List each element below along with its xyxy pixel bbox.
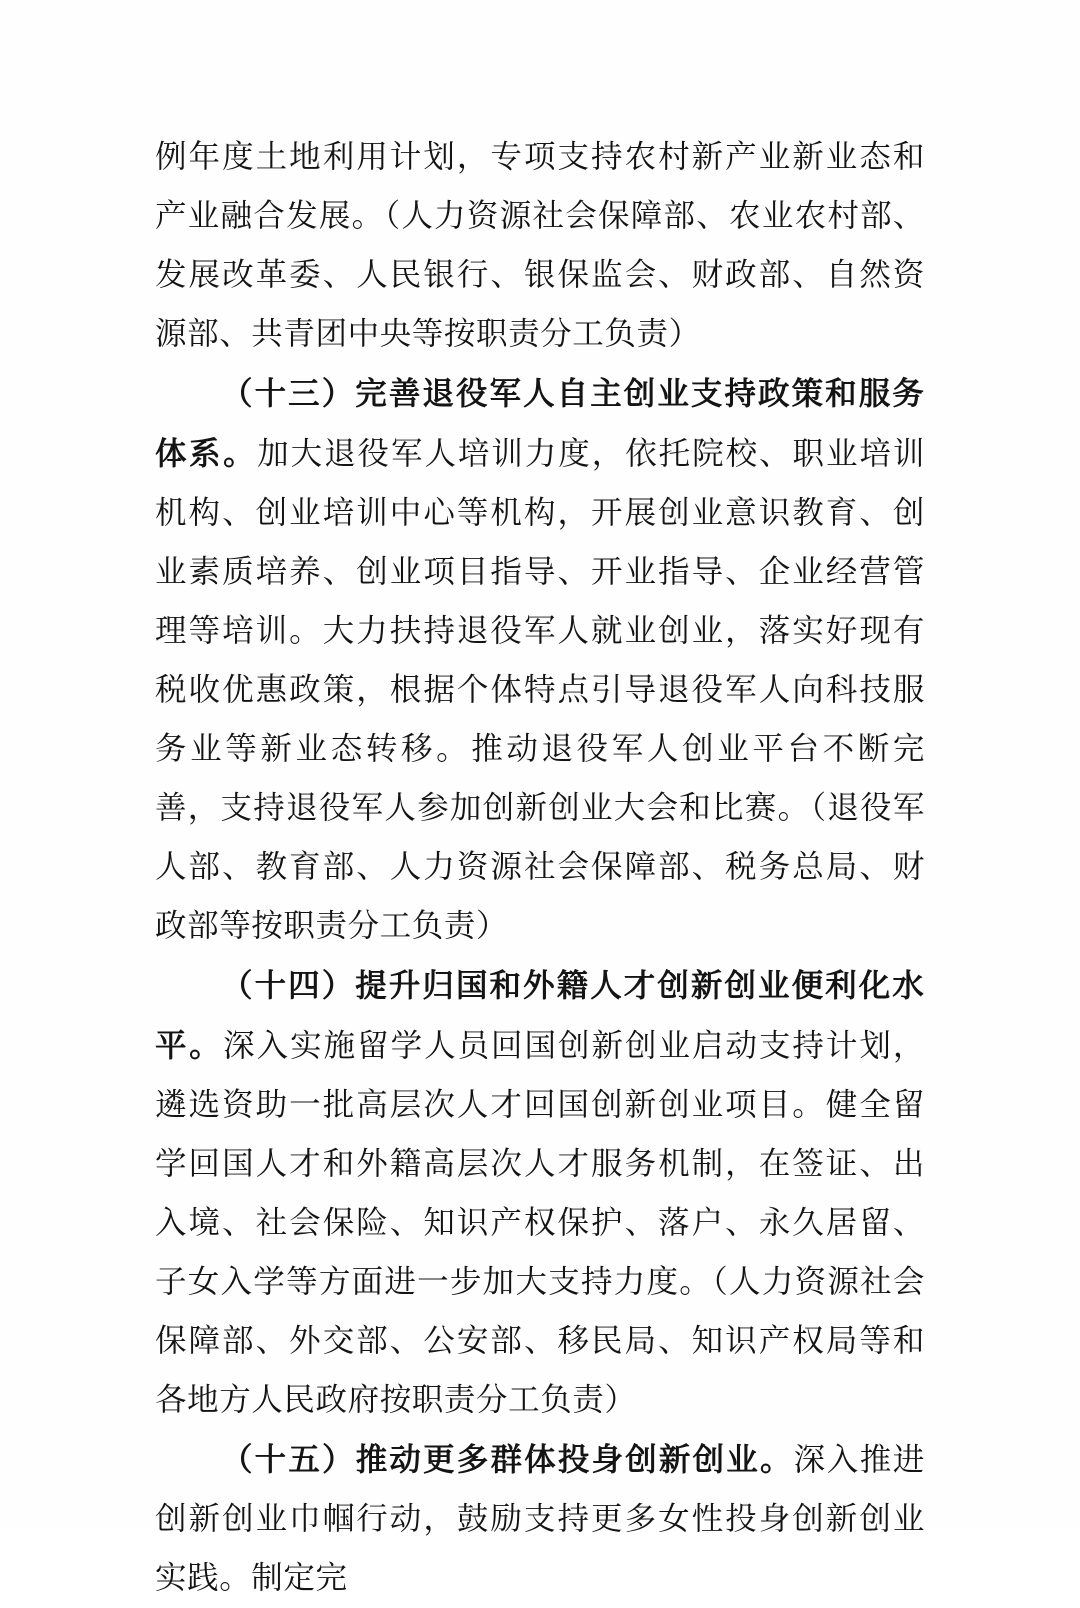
paragraph-item-15 [155, 1430, 925, 1608]
paragraph-item-14 [155, 956, 925, 1430]
paragraph-text-15: 深入推进创新创业巾帼行动，鼓励支持更多女性投身创新创业实践。制定完 [155, 1442, 925, 1596]
paragraph-text-13: 加大退役军人培训力度，依托院校、职业培训机构、创业培训中心等机构，开展创业意识教育、创业素质培养、创业项目指导、开业指导、企业经营管理等培训。大力扶持退役军人就业创业，落实好现有税收优惠政策，根据个体特点引导退役军人向科技服务业等新业态转移。推动退役军人创业平台不断完善，支持退役军人参加创新创业大会和比赛。（退役军人部、教育部、人力资源社会保障部、税务总局、财政部等按职责分工负责） [155, 436, 925, 944]
paragraph-heading-13: （十三）完善退役军人自主创业支持政策和服务体系。 [155, 375, 925, 472]
paragraph-text: 例年度土地利用计划，专项支持农村新产业新业态和产业融合发展。（人力资源社会保障部、农业农村部、发展改革委、人民银行、银保监会、财政部、自然资源部、共青团中央等按职责分工负责） [155, 139, 925, 352]
paragraph-heading-15: （十五）推动更多群体投身创新创业。 [221, 1441, 794, 1478]
paragraph-continued [155, 128, 925, 364]
paragraph-heading-14: （十四）提升归国和外籍人才创新创业便利化水平。 [155, 967, 925, 1064]
paragraph-item-13 [155, 364, 925, 956]
paragraph-text-14: 深入实施留学人员回国创新创业启动支持计划，遴选资助一批高层次人才回国创新创业项目。健全留学回国人才和外籍高层次人才服务机制，在签证、出入境、社会保险、知识产权保护、落户、永久居留、子女入学等方面进一步加大支持力度。（人力资源社会保障部、外交部、公安部、移民局、知识产权局等和各地方人民政府按职责分工负责） [155, 1028, 925, 1418]
document-body [155, 128, 925, 1608]
